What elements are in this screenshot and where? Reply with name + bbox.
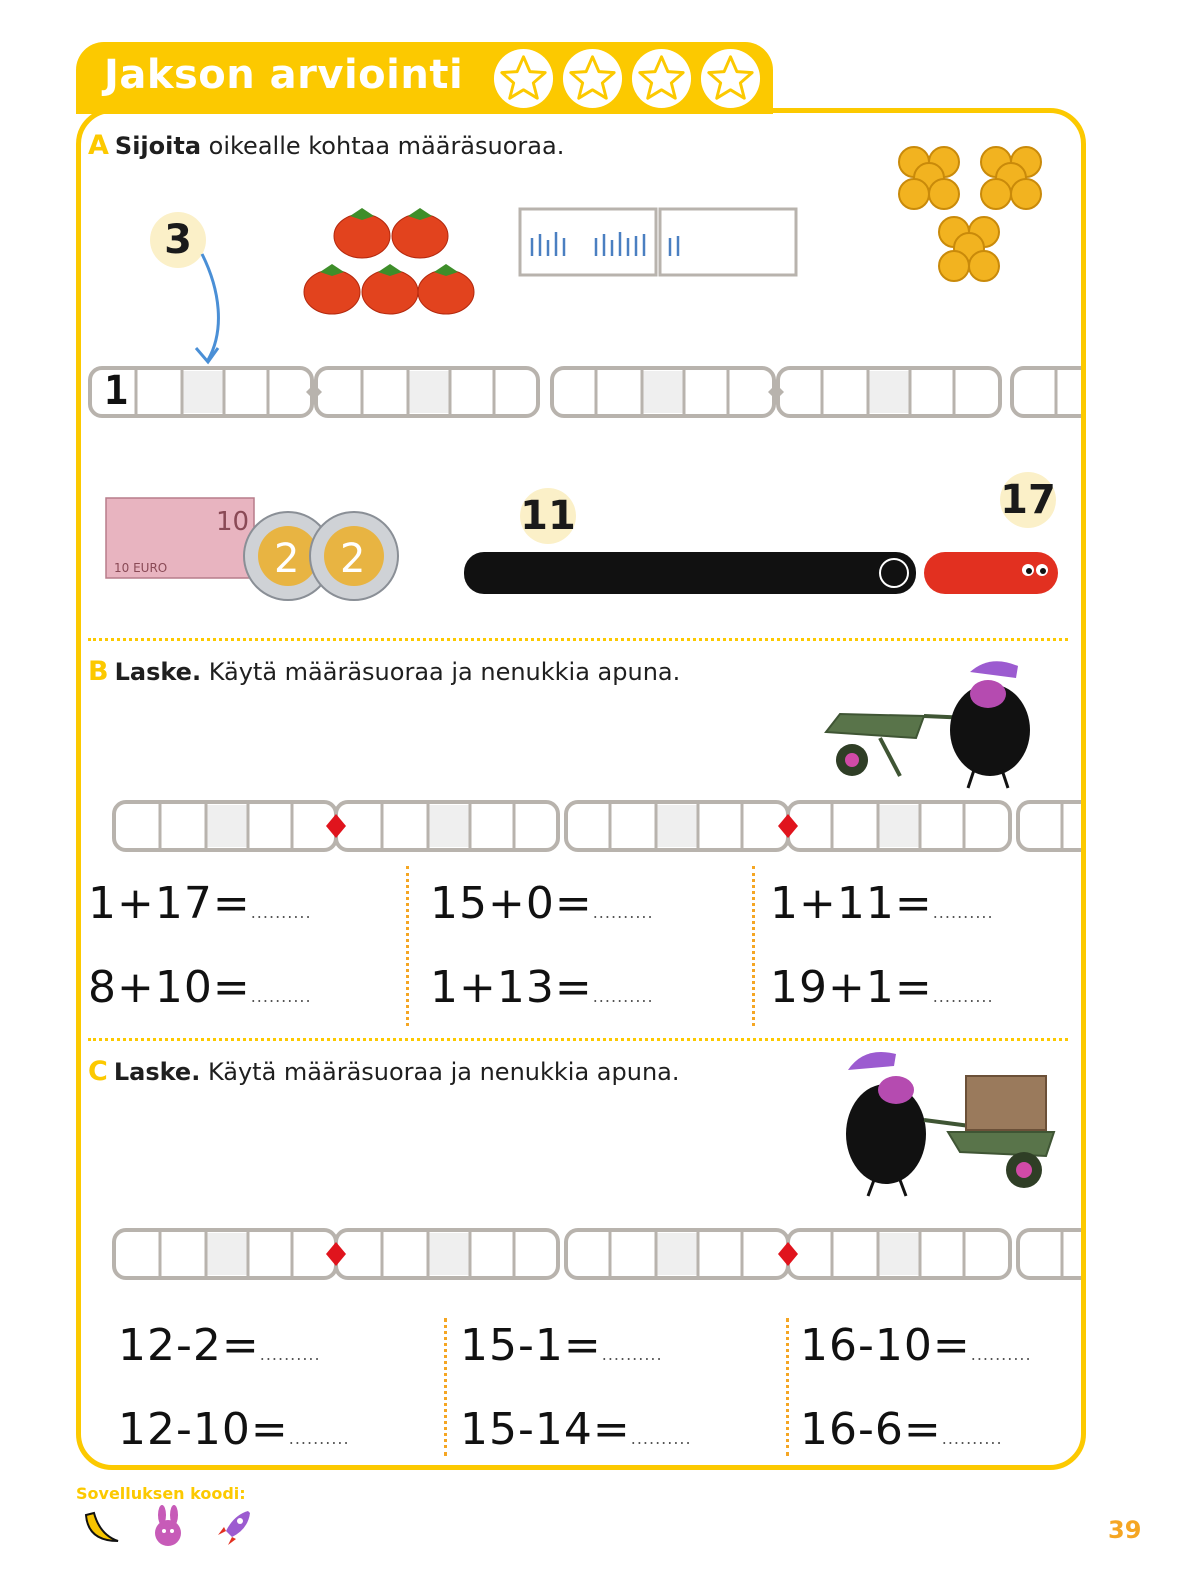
- star-icon[interactable]: [492, 47, 555, 110]
- section-divider: [88, 638, 1068, 641]
- answer-blank[interactable]: ..........: [250, 987, 312, 1006]
- equation: [88, 878, 312, 929]
- bubble-number: 17: [1000, 477, 1056, 523]
- coins-image: [892, 142, 1062, 292]
- worm-image: [462, 548, 1062, 598]
- equation-text: 1+13=: [430, 962, 593, 1013]
- euro-money-image: [104, 492, 400, 604]
- equation: [770, 878, 994, 929]
- equation-text: 16-6=: [800, 1404, 942, 1455]
- number-line-b: [110, 796, 1081, 854]
- equation: [800, 1404, 1003, 1455]
- app-code-icons: [80, 1505, 256, 1549]
- answer-blank[interactable]: ..........: [970, 1345, 1032, 1364]
- section-b-letter: B: [88, 656, 109, 687]
- column-divider: [406, 866, 409, 1026]
- equation-text: 12-10=: [118, 1404, 289, 1455]
- section-c-text: Käytä määräsuoraa ja nenukkia apuna.: [200, 1058, 680, 1086]
- rating-stars[interactable]: [492, 47, 762, 110]
- equation-text: 8+10=: [88, 962, 251, 1013]
- equation: [88, 962, 312, 1013]
- equation: [800, 1320, 1032, 1371]
- rabbit-icon: [146, 1505, 190, 1549]
- star-icon[interactable]: [561, 47, 624, 110]
- section-c-letter: C: [88, 1056, 108, 1087]
- app-code-label: Sovelluksen koodi:: [76, 1484, 246, 1503]
- section-c-bold: Laske.: [113, 1058, 201, 1086]
- equation-text: 19+1=: [770, 962, 933, 1013]
- column-divider: [786, 1318, 789, 1456]
- column-divider: [444, 1318, 447, 1456]
- arrow-icon: [180, 250, 240, 370]
- answer-blank[interactable]: ..........: [941, 1429, 1003, 1448]
- section-a-instruction: [88, 130, 564, 161]
- bubble-number: 11: [520, 493, 576, 539]
- star-icon[interactable]: [699, 47, 762, 110]
- equation-text: 15-1=: [460, 1320, 602, 1371]
- number-line-a: [86, 364, 1081, 420]
- equation: [460, 1404, 692, 1455]
- answer-blank[interactable]: ..........: [601, 1345, 663, 1364]
- answer-blank[interactable]: ..........: [259, 1345, 321, 1364]
- equation-text: 1+17=: [88, 878, 251, 929]
- answer-blank[interactable]: ..........: [592, 903, 654, 922]
- column-divider: [752, 866, 755, 1026]
- answer-blank[interactable]: ..........: [932, 987, 994, 1006]
- section-b-text: Käytä määräsuoraa ja nenukkia apuna.: [201, 658, 681, 686]
- number-bubble-11: [520, 488, 576, 544]
- tomatoes-image: [300, 198, 480, 322]
- page-title: Jakson arviointi: [104, 52, 464, 98]
- section-a-text: oikealle kohtaa määräsuoraa.: [201, 132, 565, 160]
- equation-text: 15+0=: [430, 878, 593, 929]
- equation: [770, 962, 994, 1013]
- equation: [430, 878, 654, 929]
- equation-text: 1+11=: [770, 878, 933, 929]
- section-b-instruction: [88, 656, 680, 687]
- banana-icon: [80, 1505, 124, 1549]
- rocket-icon: [212, 1505, 256, 1549]
- equation: [118, 1404, 350, 1455]
- equation-text: 15-14=: [460, 1404, 631, 1455]
- tally-card-image: [518, 206, 800, 278]
- equation-text: 12-2=: [118, 1320, 260, 1371]
- page-number: 39: [1108, 1516, 1142, 1544]
- answer-blank[interactable]: ..........: [630, 1429, 692, 1448]
- answer-blank[interactable]: ..........: [932, 903, 994, 922]
- section-c-instruction: [88, 1056, 680, 1087]
- section-a-letter: A: [88, 130, 109, 161]
- section-a-bold: Sijoita: [114, 132, 202, 160]
- star-icon[interactable]: [630, 47, 693, 110]
- answer-blank[interactable]: ..........: [288, 1429, 350, 1448]
- svg-text:10: 10: [216, 507, 250, 537]
- section-b-bold: Laske.: [114, 658, 202, 686]
- line-start-number: 1: [104, 368, 129, 414]
- number-line-c: [110, 1224, 1081, 1282]
- answer-blank[interactable]: ..........: [592, 987, 654, 1006]
- bubble-number: 3: [164, 217, 192, 263]
- svg-text:10 EURO: 10 EURO: [114, 561, 168, 575]
- equation-text: 16-10=: [800, 1320, 971, 1371]
- equation: [118, 1320, 321, 1371]
- answer-blank[interactable]: ..........: [250, 903, 312, 922]
- crate-wheelbarrow-character-image: [840, 1040, 1064, 1200]
- wheelbarrow-character-image: [820, 650, 1060, 790]
- number-bubble-17: [1000, 472, 1056, 528]
- svg-text:2: 2: [340, 536, 366, 582]
- equation: [430, 962, 654, 1013]
- equation: [460, 1320, 663, 1371]
- svg-text:2: 2: [274, 536, 300, 582]
